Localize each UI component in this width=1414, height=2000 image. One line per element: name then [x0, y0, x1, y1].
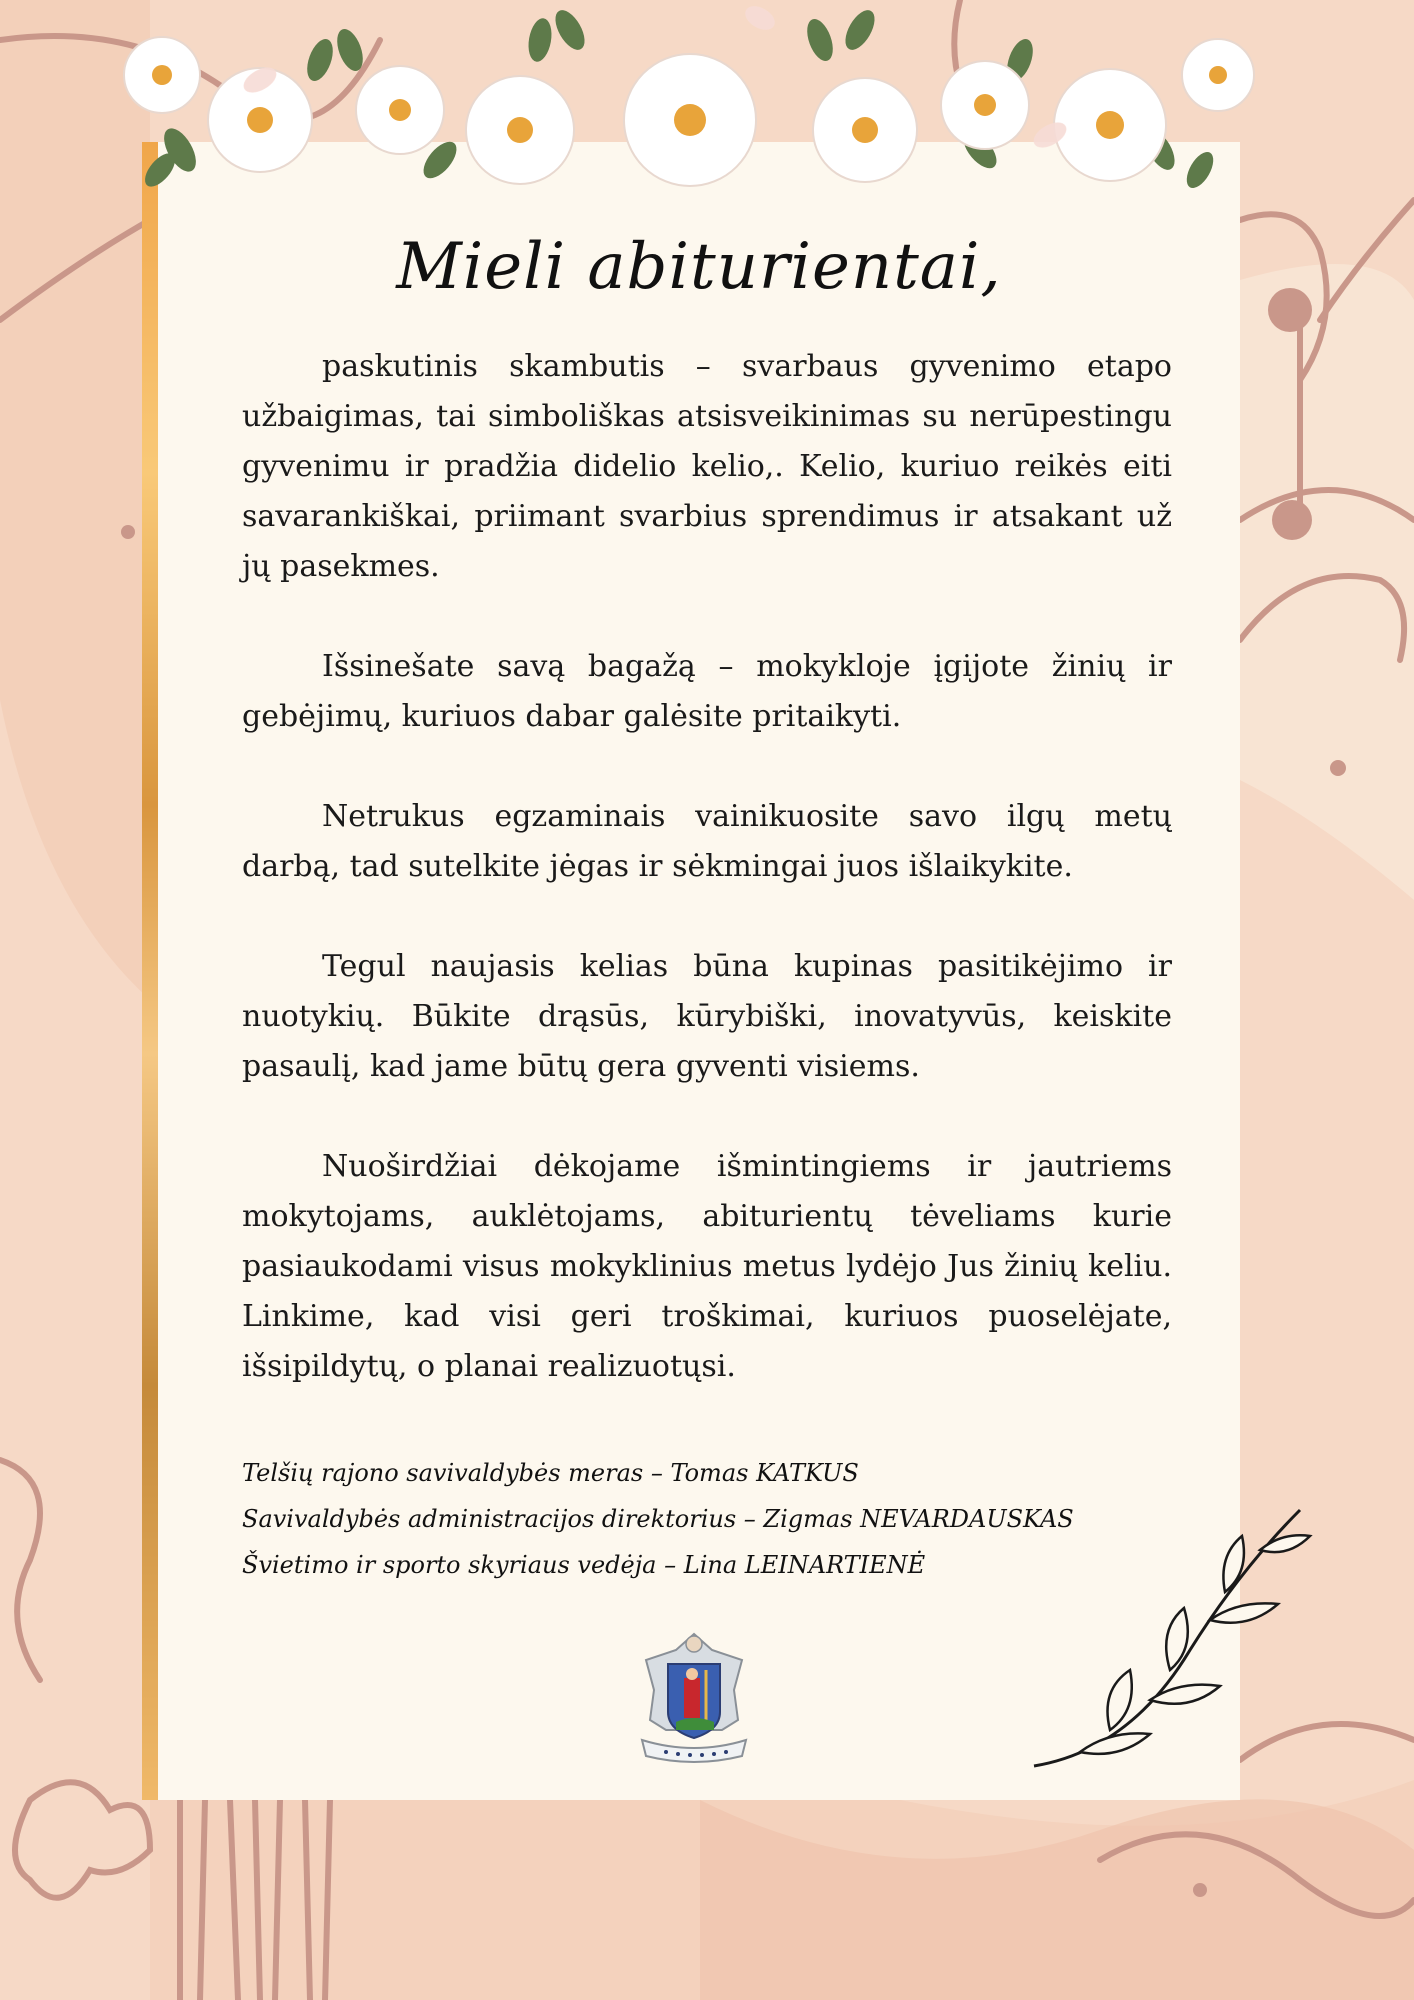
coat-of-arms-icon: [636, 1630, 752, 1768]
paragraph: Išsinešate savą bagažą – mokykloje įgijote žinių ir gebėjimų, kuriuos dabar galėsite pritaikyti.: [242, 649, 1172, 734]
paragraph: Nuoširdžiai dėkojame išmintingiems ir jautriems mokytojams, auklėtojams, abiturientų tėveliams kurie pasiaukodami visus mokyklinius metus lydėjo Jus žinių keliu. Linkime, kad visi geri troškimai, kuriuos puoselėjate, išsipildytų, o planai realizuotųsi.: [242, 1149, 1172, 1384]
flower-garland-icon: [120, 0, 1260, 210]
signature-line-education-head: Švietimo ir sporto skyriaus vedėja – Lina LEINARTIENĖ: [242, 1551, 926, 1579]
signature-line-director: Savivaldybės administracijos direktorius – Zigmas NEVARDAUSKAS: [242, 1505, 1074, 1533]
greeting-title: Mieli abiturientai,: [396, 230, 1002, 304]
paragraph: Tegul naujasis kelias būna kupinas pasitikėjimo ir nuotykių. Būkite drąsūs, kūrybiški, inovatyvūs, keiskite pasaulį, kad jame būtų gera gyventi visiems.: [242, 949, 1172, 1084]
paragraph: Netrukus egzaminais vainikuosite savo ilgų metų darbą, tad sutelkite jėgas ir sėkmingai juos išlaikykite.: [242, 799, 1172, 884]
leaf-branch-icon: [1020, 1490, 1320, 1790]
paragraph: paskutinis skambutis – svarbaus gyvenimo etapo užbaigimas, tai simboliškas atsisveikinimas su nerūpestingu gyvenimu ir pradžia didelio kelio,. Kelio, kuriuo reikės eiti savarankiškai, priimant svarbius sprendimus ir atsakant už jų pasekmes.: [242, 349, 1172, 584]
signature-line-mayor: Telšių rajono savivaldybės meras – Tomas KATKUS: [242, 1459, 859, 1487]
letter-body: [242, 342, 1172, 1442]
